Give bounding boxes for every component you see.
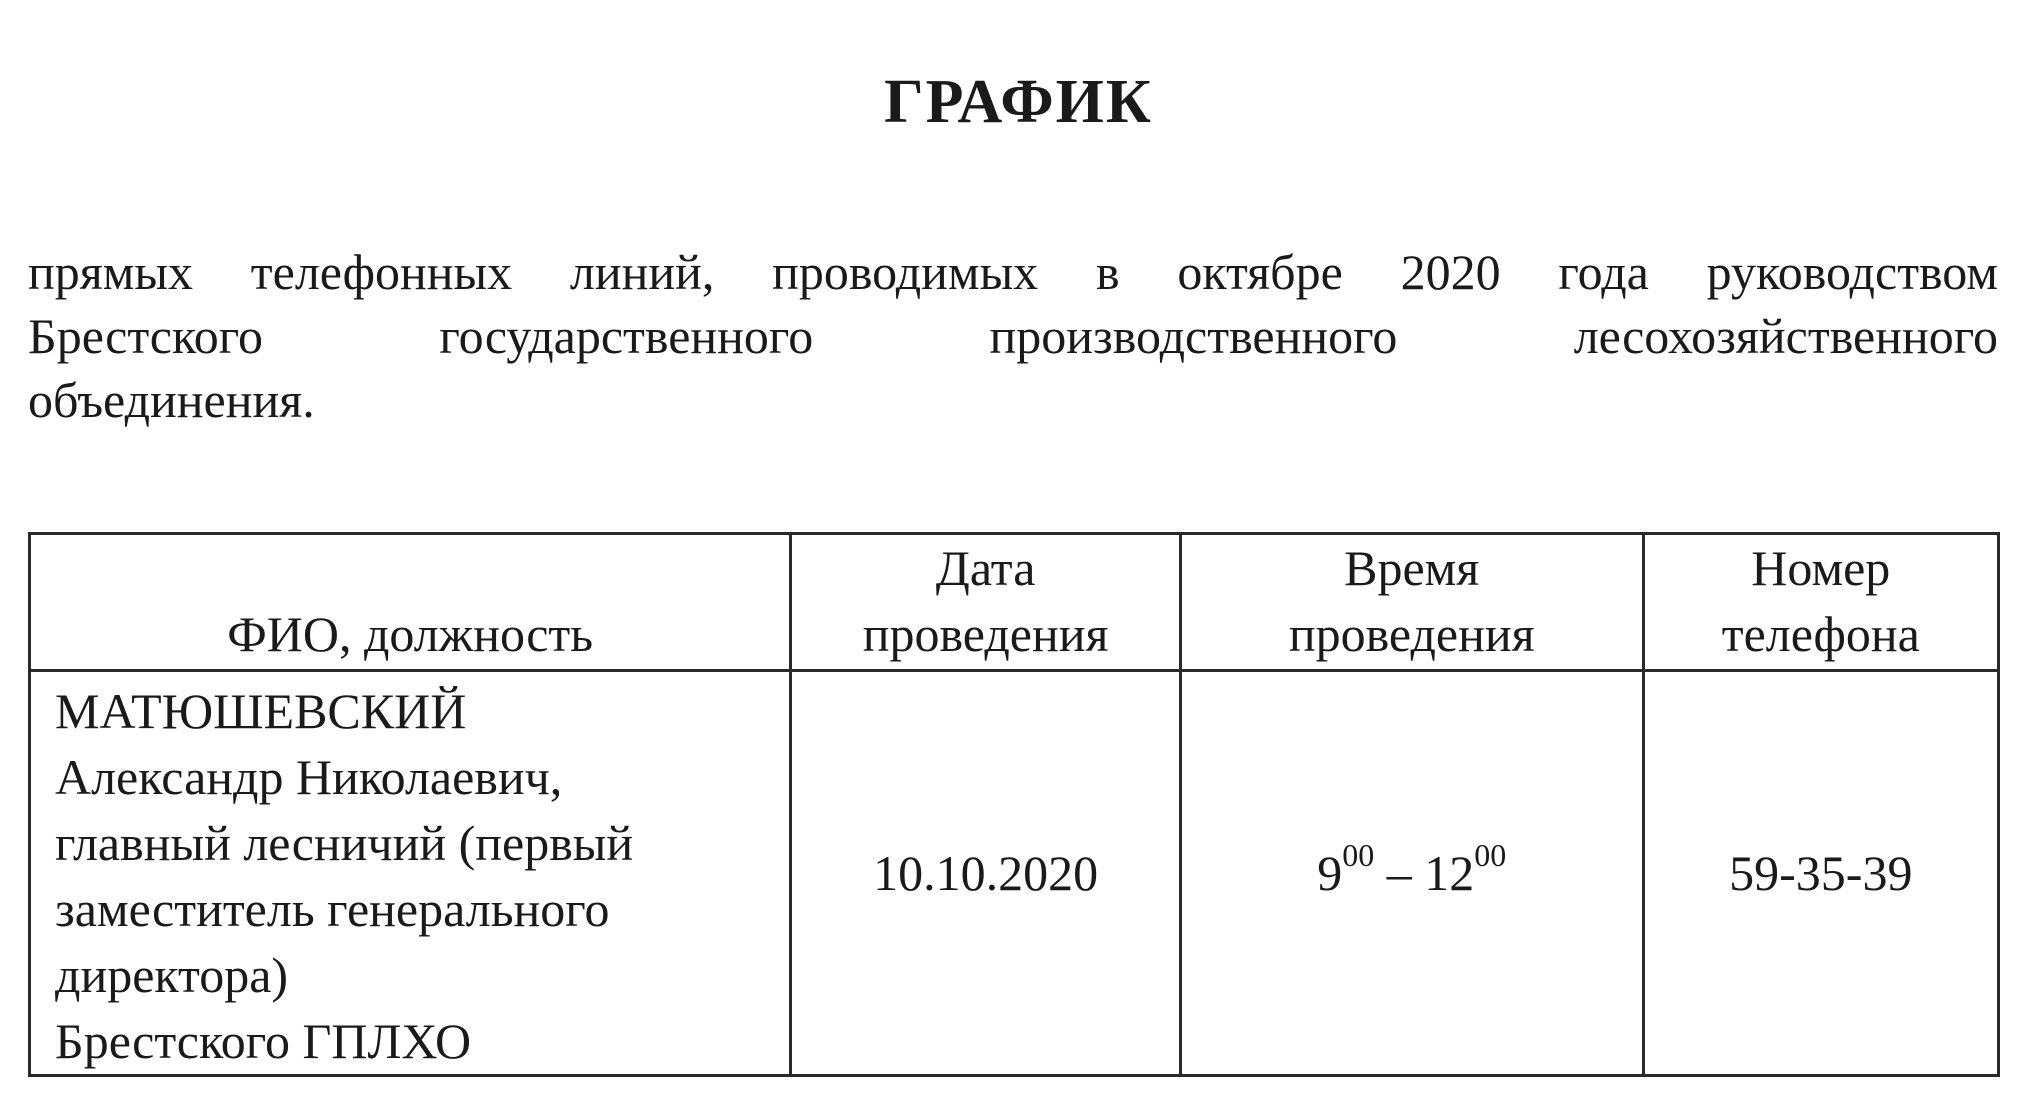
header-name-label: ФИО, должность — [227, 606, 594, 662]
phone-value: 59-35-39 — [1729, 845, 1913, 901]
header-phone — [1643, 534, 1998, 671]
name-line-5: директора) — [55, 947, 289, 1003]
header-phone-line2: телефона — [1721, 606, 1920, 662]
intro-line-3: объединения. — [28, 372, 315, 428]
cell-name-position — [30, 671, 791, 1076]
intro-line-2: Брестского государственного производственного лесохозяйственного — [28, 308, 1998, 364]
table-row — [30, 671, 1999, 1076]
cell-phone — [1643, 671, 1998, 1076]
cell-time — [1180, 671, 1643, 1076]
intro-paragraph — [28, 240, 1998, 432]
name-line-4: заместитель генерального — [55, 881, 610, 937]
time-start-hour: 9 — [1317, 845, 1343, 901]
header-name — [30, 534, 791, 671]
time-end-hour: 12 — [1424, 845, 1475, 901]
header-time — [1180, 534, 1643, 671]
date-value: 10.10.2020 — [873, 845, 1099, 901]
header-date — [791, 534, 1181, 671]
intro-line-1: прямых телефонных линий, проводимых в октябре 2020 года руководством — [28, 244, 1998, 300]
header-date-line2: проведения — [862, 606, 1109, 662]
time-end-minutes: 00 — [1474, 837, 1507, 874]
schedule-table — [28, 532, 2000, 1077]
name-line-6: Брестского ГПЛХО — [55, 1013, 472, 1069]
time-separator: – — [1374, 845, 1425, 901]
name-line-2: Александр Николаевич, — [55, 749, 563, 805]
document-title: ГРАФИК — [884, 68, 1153, 136]
name-line-1: МАТЮШЕВСКИЙ — [55, 683, 467, 739]
table-header-row — [30, 534, 1999, 671]
header-time-line1: Время — [1344, 540, 1480, 596]
time-start-minutes: 00 — [1342, 837, 1375, 874]
header-phone-line1: Номер — [1751, 540, 1891, 596]
cell-date — [791, 671, 1181, 1076]
name-line-3: главный лесничий (первый — [55, 815, 634, 871]
header-time-line2: проведения — [1288, 606, 1535, 662]
header-date-line1: Дата — [935, 540, 1036, 596]
